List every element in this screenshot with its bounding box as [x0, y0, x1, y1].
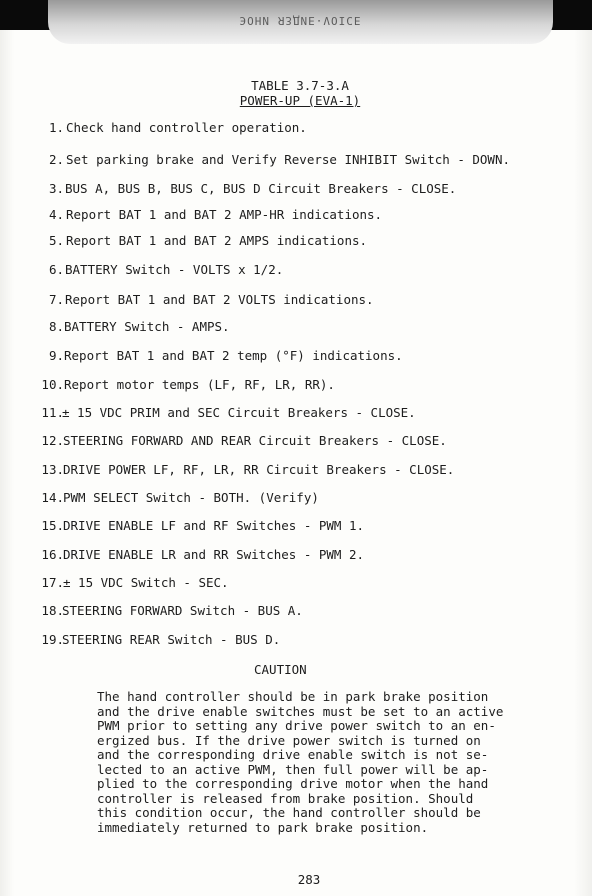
step-number: 11. — [41, 405, 64, 420]
binder-tab — [48, 0, 553, 44]
table-number: TABLE 3.7-3.A — [251, 78, 349, 93]
step-text: DRIVE ENABLE LF and RF Switches - PWM 1. — [63, 518, 365, 533]
binder-tab-text: ЭОНИ ЯЗДИЕ·VOICE — [239, 14, 362, 27]
step-text: Report BAT 1 and BAT 2 AMP-HR indications. — [66, 207, 383, 222]
step-number: 9. — [48, 348, 64, 363]
step-text: STEERING FORWARD Switch - BUS A. — [62, 603, 303, 618]
caution-line: and the corresponding drive enable switch is not se- — [97, 747, 489, 762]
caution-line: this condition occur, the hand controller should be — [97, 805, 481, 820]
step-number: 19. — [41, 632, 64, 647]
table-title: POWER-UP (EVA-1) — [239, 93, 361, 108]
caution-line: and the drive enable switches must be set to an active — [97, 703, 504, 719]
step-text: Check hand controller operation. — [66, 120, 307, 135]
step-text: DRIVE ENABLE LR and RR Switches - PWM 2. — [63, 547, 365, 562]
caution-line: ergized bus. If the drive power switch is turned on — [97, 732, 481, 748]
step-text: STEERING REAR Switch - BUS D. — [62, 632, 281, 647]
step-text: ± 15 VDC PRIM and SEC Circuit Breakers - CLOSE. — [62, 405, 416, 420]
step-text: ± 15 VDC Switch - SEC. — [63, 575, 229, 590]
step-number: 14. — [41, 490, 64, 505]
caution-line: PWM prior to setting any drive power switch to an en- — [97, 718, 496, 733]
caution-heading: CAUTION — [254, 662, 307, 677]
step-text: BATTERY Switch - AMPS. — [64, 319, 230, 334]
caution-line: controller is released from brake position. Should — [97, 790, 474, 806]
step-text: DRIVE POWER LF, RF, LR, RR Circuit Breakers - CLOSE. — [63, 462, 455, 477]
step-text: Report BAT 1 and BAT 2 AMPS indications. — [66, 233, 368, 248]
step-number: 10. — [41, 377, 64, 392]
step-number: 7. — [48, 292, 64, 307]
step-number: 12. — [41, 433, 64, 448]
caution-paragraph — [97, 689, 504, 835]
step-number: 3. — [48, 181, 64, 196]
step-text: BATTERY Switch - VOLTS x 1/2. — [65, 262, 284, 277]
step-number: 16. — [41, 547, 64, 562]
step-number: 2. — [48, 152, 64, 167]
step-text: STEERING FORWARD AND REAR Circuit Breakers - CLOSE. — [63, 433, 447, 448]
step-text: PWM SELECT Switch - BOTH. (Verify) — [63, 490, 319, 505]
step-number: 6. — [48, 262, 64, 277]
table-title-wrap — [0, 93, 592, 108]
caution-line: lected to an active PWM, then full power will be ap- — [97, 761, 489, 777]
step-number: 18. — [41, 603, 64, 618]
step-number: 1. — [48, 120, 64, 135]
step-number: 13. — [41, 462, 64, 477]
step-number: 15. — [41, 518, 64, 533]
step-text: Report BAT 1 and BAT 2 VOLTS indications. — [65, 292, 374, 307]
step-text: Set parking brake and Verify Reverse INHIBIT Switch - DOWN. — [66, 152, 511, 167]
caution-line: immediately returned to park brake position. — [97, 819, 429, 835]
step-number: 5. — [48, 233, 64, 248]
step-number: 4. — [48, 207, 64, 222]
step-text: Report BAT 1 and BAT 2 temp (°F) indications. — [64, 348, 403, 363]
caution-line: plied to the corresponding drive motor when the hand — [97, 776, 489, 791]
step-number: 17. — [41, 575, 64, 590]
step-text: Report motor temps (LF, RF, LR, RR). — [64, 377, 335, 392]
caution-line: The hand controller should be in park brake position — [97, 689, 489, 704]
step-number: 8. — [48, 319, 64, 334]
page-number: 283 — [297, 872, 321, 887]
step-text: BUS A, BUS B, BUS C, BUS D Circuit Breakers - CLOSE. — [65, 181, 457, 196]
